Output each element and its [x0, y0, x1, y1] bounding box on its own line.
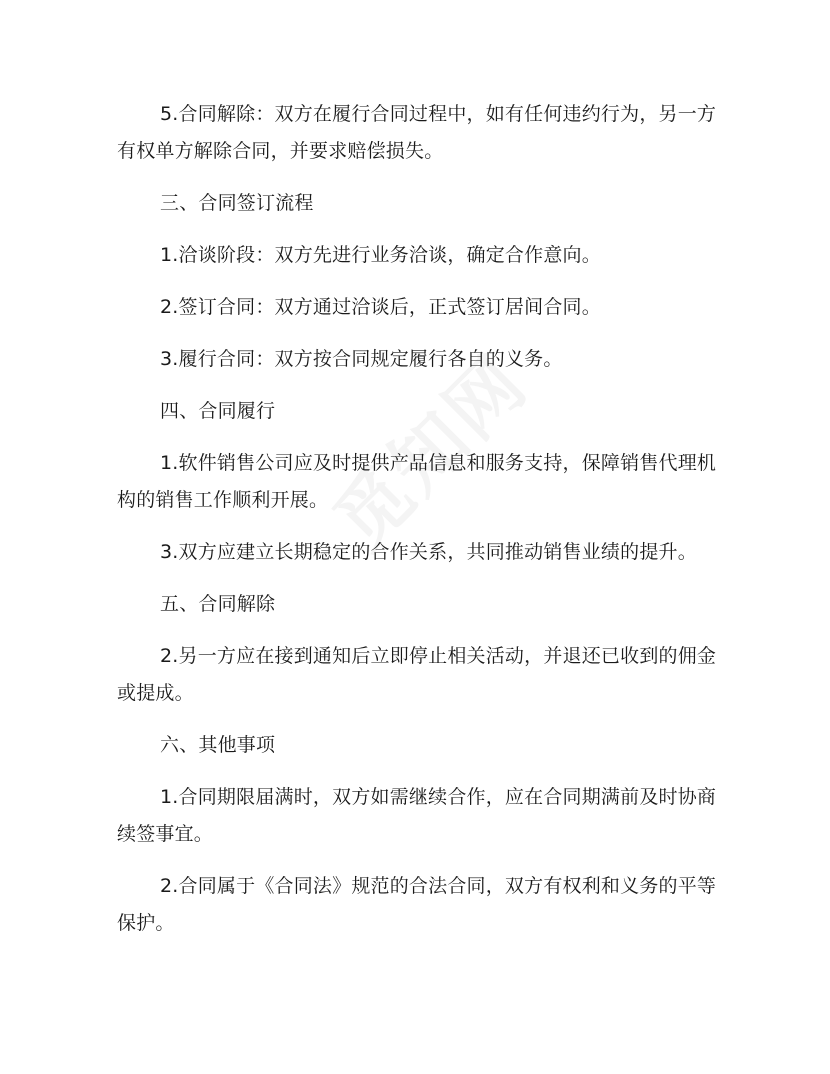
section-heading-termination: 五、合同解除 [160, 593, 276, 615]
paragraph-renewal: 1.合同期限届满时，双方如需继续合作，应在合同期满前及时协商续签事宜。 [117, 786, 717, 845]
section-heading-performance: 四、合同履行 [160, 400, 276, 422]
paragraph-perform-contract: 3.履行合同：双方按合同规定履行各自的义务。 [160, 348, 563, 370]
document-body [117, 96, 717, 957]
paragraph-termination-clause: 5.合同解除：双方在履行合同过程中，如有任何违约行为，另一方有权单方解除合同，并要求赔偿损失。 [117, 103, 717, 162]
paragraph-negotiation-stage: 1.洽谈阶段：双方先进行业务洽谈，确定合作意向。 [160, 244, 601, 266]
paragraph-product-support: 1.软件销售公司应及时提供产品信息和服务支持，保障销售代理机构的销售工作顺利开展。 [117, 452, 717, 511]
section-heading-other-matters: 六、其他事项 [160, 734, 276, 756]
paragraph-sign-contract: 2.签订合同：双方通过洽谈后，正式签订居间合同。 [160, 296, 601, 318]
paragraph-legal-protection: 2.合同属于《合同法》规范的合法合同，双方有权利和义务的平等保护。 [117, 875, 717, 934]
paragraph-stop-activities: 2.另一方应在接到通知后立即停止相关活动，并退还已收到的佣金或提成。 [117, 645, 717, 704]
paragraph-long-term-cooperation: 3.双方应建立长期稳定的合作关系，共同推动销售业绩的提升。 [160, 541, 697, 563]
section-heading-signing-process: 三、合同签订流程 [160, 192, 314, 214]
